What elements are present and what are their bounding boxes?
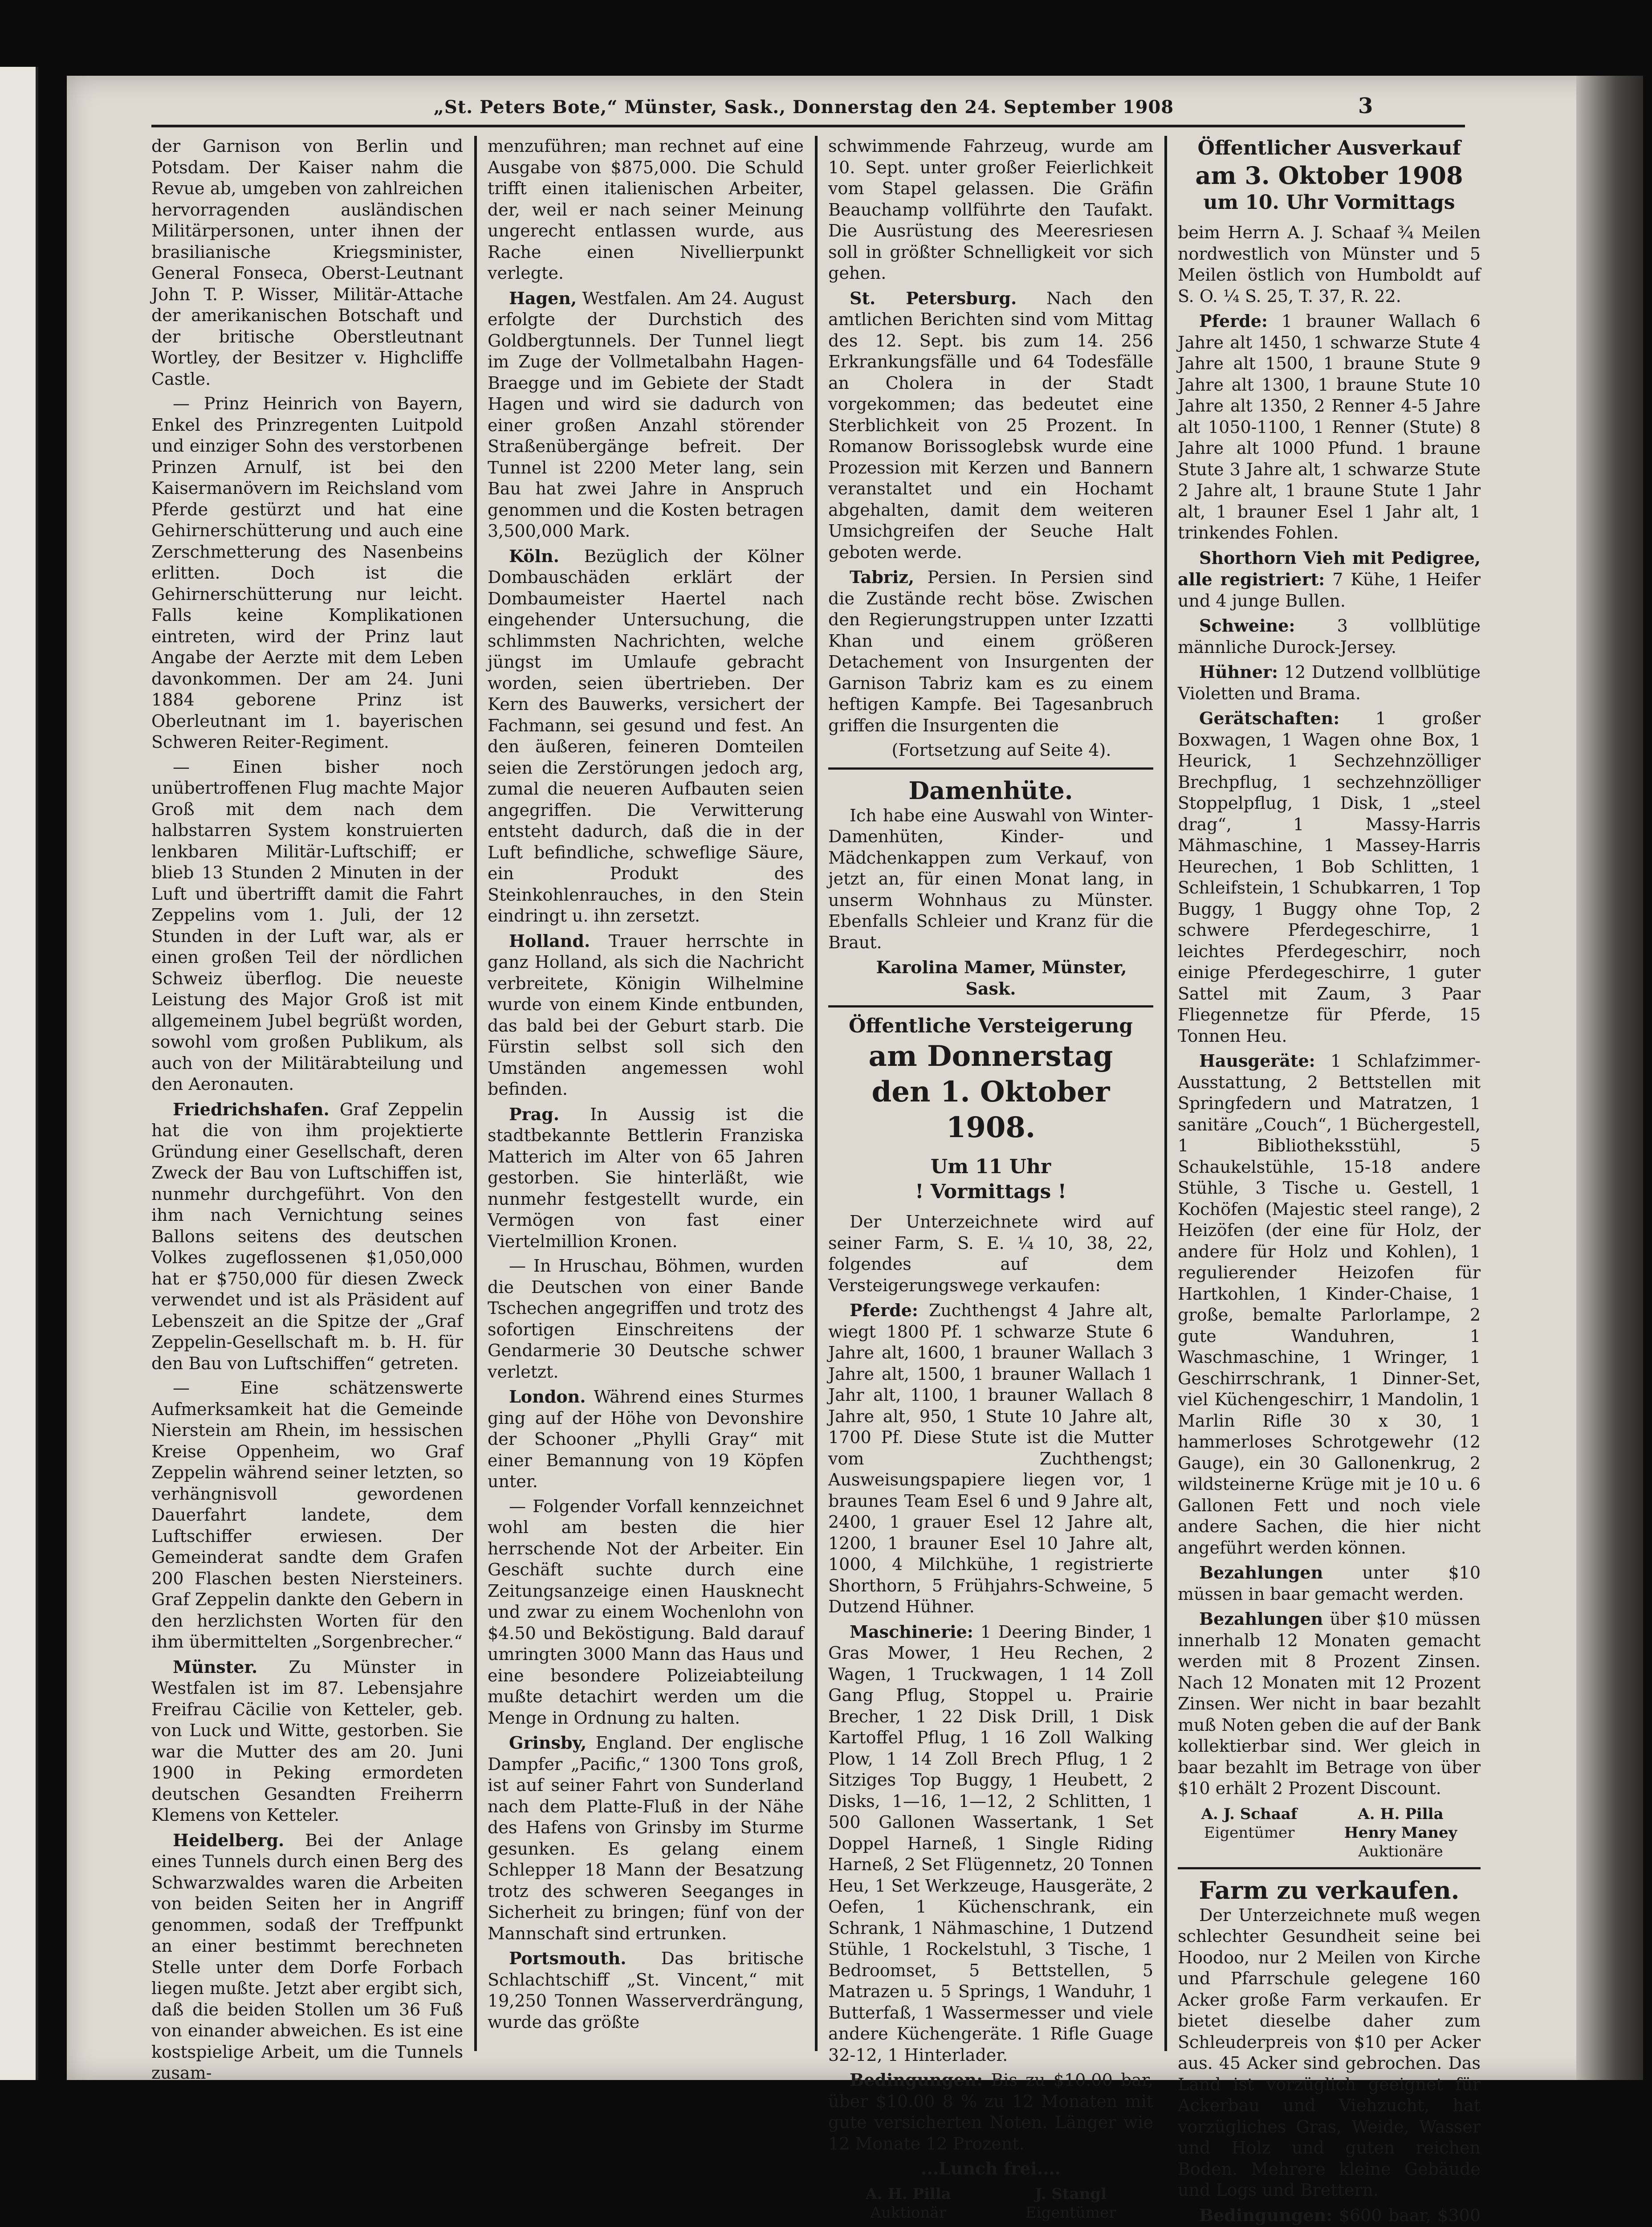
article-paragraph: Bezüglich der Kölner Dombauschäden erklärt der Dombaumeister Haertel nach eingehender Untersuchung, die schlimmsten Nachrichten, welche jüngst im Umlaufe gebracht worden, seien übertrieben. Der Kern des Bauwerks, versichert der Fachmann, sei gesund und fest. An den äußeren, feineren Domteilen seien die Zerstörungen jedoch arg, zumal die neueren Aufbauten seien angegriffen. Die Verwitterung entsteht dadurch, daß die in der Luft befindliche, schweflige Säure, ein Produkt des Steinkohlenrauches, in den Stein eindringt u. ihn zersetzt. (488, 547, 804, 926)
article-paragraph: England. Der englische Dampfer „Pacific,“ 1300 Tons groß, ist auf seiner Fahrt von Sunderland nach dem Platte-Fluß in der Nähe des Hafens von Grinsby im Sturme gesunken. Es gelang einem Schlepper 18 Mann der Besatzung trotz des schweren Seeganges in Sicherheit zu bringen; fünf von der Mannschaft sind ertrunken. (488, 1733, 804, 1943)
article-paragraph: In Aussig ist die stadtbekannte Bettlerin Franziska Matterich im Alter von 65 Jahren gestorben. Sie hinterläßt, wie nunmehr festgestellt wurde, ein Vermögen von fast einer Viertelmillion Kronen. (488, 1105, 804, 1251)
article-paragraph: Das britische Schlachtschiff „St. Vincent,“ mit 19,250 Tonnen Wasserverdrängung, wurde das größte (488, 1949, 804, 2032)
signature-row (828, 2185, 1153, 2222)
dateline: Holland. (509, 931, 590, 951)
dateline: Münster. (173, 1657, 257, 1677)
lunch-note: ...Lunch frei.... (828, 2158, 1153, 2179)
previous-page-edge (0, 67, 38, 2080)
page-number: 3 (1358, 94, 1373, 118)
item-label: Shorthorn Vieh mit Pedigree, alle registriert: (1178, 548, 1481, 590)
column-4 (1178, 136, 1481, 2051)
signature-name: A. H. Pilla (866, 2185, 951, 2203)
ad-signature: Karolina Mamer, Münster, Sask. (828, 957, 1153, 999)
dateline: Köln. (509, 546, 559, 566)
article-paragraph: Zu Münster in Westfalen ist im 87. Lebensjahre Freifrau Cäcilie von Ketteler, geb. von Luck und Witte, gestorben. Sie war die Mutter des am 20. Juni 1900 in Peking ermordeten deutschen Gesandten Freiherrn Klemens von Ketteler. (151, 1657, 463, 1825)
auction-date: den 1. Oktober (828, 1074, 1153, 1110)
article-paragraph: — Prinz Heinrich von Bayern, Enkel des Prinzregenten Luitpold und einziger Sohn des verstorbenen Prinzen Arnulf, ist bei den Kaisermanövern im Reichsland vom Pferde gestürzt und hat eine Gehirnerschütterung und auch eine Zerschmetterung des Nasenbeins erlitten. Doch ist die Gehirnerschütterung nur leicht. Falls keine Komplikationen eintreten, wird der Prinz laut Angabe der Aerzte mit dem Leben davonkommen. Der am 24. Juni 1884 geborene Prinz ist Oberleutnant im 1. bayerischen Schweren Reiter-Regiment. (151, 393, 463, 753)
article-paragraph: der Garnison von Berlin und Potsdam. Der Kaiser nahm die Revue ab, umgeben von zahlreichen hervorragenden ausländischen Militärpersonen, unter ihnen der brasilianische Kriegsminister, General Fonseca, Oberst-Leutnant John T. P. Wisser, Militär-Attache der amerikanischen Botschaft und der britische Oberstleutnant Wortley, der Besitzer v. Highcliffe Castle. (151, 136, 463, 390)
article-paragraph: Westfalen. Am 24. August erfolgte der Durchstich des Goldbergtunnels. Der Tunnel liegt im Zuge der Vollmetalbahn Hagen-Braegge und im Gebiete der Stadt Hagen und wird sie dadurch von einer großen Anzahl störender Straßenübergänge befreit. Der Tunnel ist 2200 Meter lang, sein Bau hat zwei Jahre in Anspruch genommen und die Kosten betragen 3,500,000 Mark. (488, 289, 804, 541)
article-paragraph: Trauer herrschte in ganz Holland, als sich die Nachricht verbreitete, Königin Wilhelmine wurde von einem Kinde entbunden, das bald bei der Geburt starb. Die Fürstin selbst soll sich den Umständen angemessen wohl befinden. (488, 931, 804, 1099)
column-rule (815, 136, 818, 2051)
item-label: Bezahlungen (1199, 1609, 1323, 1629)
signature-role: Eigentümer (1204, 1824, 1295, 1842)
continued-note: (Fortsetzung auf Seite 4). (828, 740, 1153, 761)
ad-text: unter $10 müssen in baar gemacht werden. (1178, 1563, 1481, 1604)
dateline: Prag. (509, 1104, 559, 1124)
item-label: Schweine: (1199, 616, 1295, 636)
dateline: Hagen, (509, 288, 577, 308)
column-1 (151, 136, 463, 2051)
auction-time-note: ! Vormittags ! (828, 1179, 1153, 1204)
signature-role: Auktionär (870, 2204, 946, 2222)
signature-row (1178, 1805, 1481, 1861)
ad-text: Zuchthengst 4 Jahre alt, wiegt 1800 Pf. 1 schwarze Stute 6 Jahre alt, 1600, 1 brauner Wallach 3 Jahre alt, 1500, 1 brauner Wallach 1 Jahr alt, 1100, 1 brauner Wallach 8 Jahre alt, 950, 1 Stute 10 Jahre alt, 1700 Pf. Diese Stute ist die Mutter vom Zuchthengst; Ausweisungspapiere liegen vor, 1 braunes Team Esel 6 und 9 Jahre alt, 2400, 1 grauer Esel 12 Jahre alt, 1200, 1 brauner Esel 10 Jahre alt, 1000, 4 Milchkühe, 1 registrierte Shorthorn, 5 Frühjahrs-Schweine, 5 Dutzend Hühner. (828, 1301, 1153, 1616)
ad-text: 1 brauner Wallach 6 Jahre alt 1450, 1 schwarze Stute 4 Jahre alt 1500, 1 braune Stute 9 Jahre alt 1300, 1 braune Stute 10 Jahre alt 1350, 2 Renner 4-5 Jahre alt 1050-1100, 1 Renner (Stute) 8 Jahre alt 1000 Pfund. 1 braune Stute 3 Jahre alt, 1 schwarze Stute 2 Jahre alt, 1 braune Stute 1 Jahr alt, 1 brauner Esel 1 Jahr alt, 1 trinkendes Fohlen. (1178, 311, 1481, 542)
item-label: Hühner: (1199, 662, 1278, 682)
section-rule (828, 1005, 1153, 1007)
article-paragraph: Nach den amtlichen Berichten sind vom Mittag des 12. Sept. bis zum 14. 256 Erkrankungsfälle und 64 Todesfälle an Cholera in der Stadt vorgekommen; das bedeutet eine Sterblichkeit von 25 Prozent. In Romanow Borissoglebsk wurde eine Prozession mit Kerzen und Bannern veranstaltet und ein Hochamt abgehalten, damit dem weiteren Umsichgreifen der Seuche Halt geboten werde. (828, 289, 1153, 562)
article-paragraph: schwimmende Fahrzeug, wurde am 10. Sept. unter großer Feierlichkeit vom Stapel gelassen. Die Gräfin Beauchamp vollführte den Taufakt. Die Ausrüstung des Meeresriesen soll in größter Schnelligkeit vor sich gehen. (828, 136, 1153, 284)
dateline: Friedrichshafen. (173, 1099, 330, 1119)
ad-text: 7 Kühe, 1 Heifer und 4 junge Bullen. (1178, 570, 1481, 611)
ad-text: beim Herrn A. J. Schaaf ¾ Meilen nordwestlich von Münster und 5 Meilen östlich von Humboldt auf S. O. ¼ S. 25, T. 37, R. 22. (1178, 222, 1481, 307)
item-label: Bezahlungen (1199, 1562, 1323, 1583)
article-paragraph: Graf Zeppelin hat die von ihm projektierte Gründung einer Gesellschaft, deren Zweck der Bau von Luftschiffen ist, nunmehr durchgeführt. Von den ihm nach Vernichtung seines Ballons seitens des deutschen Volkes zugeflossenen $1,050,000 hat er $750,000 für diesen Zweck verwendet und ist als Präsident auf Lebenszeit an die Spitze der „Graf Zeppelin-Gesellschaft m. b. H. für den Bau von Luftschiffen“ getreten. (151, 1100, 463, 1373)
header-rule (151, 125, 1465, 127)
ad-text: über $10 müssen innerhalb 12 Monaten gemacht werden mit 8 Prozent Zinsen. Nach 12 Monaten mit 12 Prozent Zinsen. Wer nicht in baar bezahlt muß Noten geben die auf der Bank kollektierbar sind. Wer gleich in baar bezahlt im Betrage von über $10 erhält 2 Prozent Discount. (1178, 1609, 1481, 1798)
article-paragraph: Bei der Anlage eines Tunnels durch einen Berg des Schwarzwaldes waren die Arbeiten von beiden Seiten her in Angriff genommen, sodaß der Treffpunkt an einer bestimmt berechneten Stelle unter dem Dorfe Forbach liegen mußte. Jetzt aber ergibt sich, daß die beiden Stollen um 36 Fuß von einander abweichen. Es ist eine kostspielige Arbeit, um die Tunnels zusam- (151, 1831, 463, 2083)
column-2 (488, 136, 804, 2051)
signature-name: Henry Maney (1344, 1823, 1457, 1842)
ad-text: Bis zu $10.00 bar, über $10.00 8 % zu 12 Monaten mit gute versicherten Noten. Länger wie 12 Monate 12 Prozent. (828, 2070, 1153, 2154)
auction-year: 1908. (828, 1110, 1153, 1146)
ad-text: Der Unterzeichnete wird auf seiner Farm, S. E. ¼ 10, 38, 22, folgendes auf dem Versteigerungswege verkaufen: (828, 1211, 1153, 1296)
dateline: St. Petersburg. (850, 288, 1017, 308)
item-label: Bedingungen: (1199, 2205, 1332, 2225)
farm-title: Farm zu verkaufen. (1178, 1876, 1481, 1905)
article-paragraph: menzuführen; man rechnet auf eine Ausgabe von $875,000. Die Schuld trifft einen italienischen Arbeiter, der, weil er nach seiner Meinung ungerecht entlassen wurde, aus Rache einen Nivellierpunkt verlegte. (488, 136, 804, 284)
column-rule (1164, 136, 1167, 2051)
dateline: Portsmouth. (509, 1948, 626, 1968)
dateline: Tabriz, (850, 567, 914, 587)
ad-text: 12 Dutzend vollblütige Violetten und Brama. (1178, 662, 1481, 703)
article-paragraph: — Eine schätzenswerte Aufmerksamkeit hat die Gemeinde Nierstein am Rhein, im hessischen Kreise Oppenheim, wo Graf Zeppelin während seiner letzten, so verhängnisvoll gewordenen Dauerfahrt landete, dem Luftschiffer erwiesen. Der Gemeinderat sandte dem Grafen 200 Flaschen besten Niersteiners. Graf Zeppelin dankte den Gebern in den herzlichsten Worten für den ihm übermittelten „Sorgenbrecher.“ (151, 1378, 463, 1653)
article-paragraph: Während eines Sturmes ging auf der Höhe von Devonshire der Schooner „Phylli Gray“ mit einer Bemannung von 19 Köpfen unter. (488, 1387, 804, 1491)
item-label: Pferde: (1199, 311, 1268, 331)
auction-day: am Donnerstag (828, 1039, 1153, 1074)
ad-text: 1 Deering Binder, 1 Gras Mower, 1 Heu Rechen, 2 Wagen, 1 Truckwagen, 1 14 Zoll Gang Pflug, Stoppel u. Prairie Brecher, 1 22 Disk Drill, 1 Disk Kartoffel Pflug, 1 16 Zoll Walking Plow, 1 14 Zoll Brech Pflug, 1 2 Sitziges Top Buggy, 1 Heubett, 2 Disks, 1—16, 1—12, 2 Schlitten, 1 500 Gallonen Wassertank, 1 Set Doppel Harneß, 1 Single Riding Harneß, 2 Set Flügennetz, 20 Tonnen Heu, 1 Set Werkzeuge, Hausgeräte, 2 Oefen, 1 Küchenschrank, ein Schrank, 1 Nähmaschine, 1 Dutzend Stühle, 1 Rockelstuhl, 3 Tische, 1 Bedroomset, 5 Bettstellen, 5 Matrazen u. 5 Springs, 1 Wanduhr, 1 Butterfaß, 1 Wassermesser und viele andere Küchengeräte. 1 Rifle Guage 32-12, 1 Hinterlader. (828, 1622, 1153, 2065)
signature-role: Auktionäre (1358, 1843, 1443, 1860)
section-rule (828, 767, 1153, 770)
article-paragraph: — Einen bisher noch unübertroffenen Flug machte Major Groß mit dem nach dem halbstarren System konstruierten lenkbaren Militär-Luftschiff; er blieb 13 Stunden 2 Minuten in der Luft und übertrifft damit die Fahrt Zeppelins vom 1. Juli, der 12 Stunden in der Luft war, als er einen großen Teil der nördlichen Schweiz überflog. Die neueste Leistung des Major Groß ist mit allgemeinem Jubel begrüßt worden, sowohl vom großen Publikum, als auch von der Militärabteilung und den Aeronauten. (151, 757, 463, 1095)
newspaper-page (67, 76, 1643, 2080)
sale-title: Öffentlicher Ausverkauf (1178, 136, 1481, 161)
signature-name: A. H. Pilla (1344, 1805, 1457, 1823)
ad-text: 1 Schlafzimmer-Ausstattung, 2 Bettstellen mit Springfedern und Matratzen, 1 sanitäre „Couch“, 1 Büchergestell, 1 Bibliotheksstühl, 5 Schaukelstühle, 15-18 andere Stühle, 3 Tische u. Gestell, 1 Kochöfen (Majestic steel range), 2 Heizöfen (der eine für Holz, der andere für Holz und Kohlen), 1 regulierender Heizofen für Hartkohlen, 1 Kinder-Chaise, 1 große, bemalte Parlorlampe, 2 gute Wanduhren, 1 Waschmaschine, 1 Wringer, 1 Geschirrschrank, 1 Dinner-Set, viel Küchengeschirr, 1 Mandolin, 1 Marlin Rifle 30 x 30, 1 hammerloses Schrotgewehr (12 Gauge), ein 30 Gallonenkrug, 2 wildsteinerne Krüge mit je 10 u. 6 Gallonen Fett und noch viele andere Sachen, die hier nicht angeführt werden können. (1178, 1051, 1481, 1558)
item-label: Gerätschaften: (1199, 708, 1339, 728)
item-label: Maschinerie: (850, 1622, 973, 1642)
sale-date: am 3. Oktober 1908 (1178, 161, 1481, 190)
item-label: Pferde: (850, 1300, 918, 1320)
item-label: Hausgeräte: (1199, 1051, 1315, 1071)
column-3 (828, 136, 1153, 2051)
article-paragraph: — Folgender Vorfall kennzeichnet wohl am besten die hier herrschende Not der Arbeiter. Ein Geschäft suchte durch eine Zeitungsanzeige einen Hausknecht und zwar zu einem Wochenlohn von $4.50 und Beköstigung. Bald darauf umringten 3000 Mann das Haus und eine besondere Polizeiabteilung mußte detachirt werden um die Menge in Ordnung zu halten. (488, 1496, 804, 1729)
ad-text: 1 großer Boxwagen, 1 Wagen ohne Box, 1 Heurick, 1 Sechzehnzölliger Brechpflug, 1 sechzehnzölliger Stoppelpflug, 1 Disk, 1 „steel drag“, 1 Massy-Harris Mähmaschine, 1 Massey-Harris Heurechen, 1 Bob Schlitten, 1 Schleifstein, 1 Schubkarren, 1 Top Buggy, 1 Buggy ohne Top, 2 schwere Pferdegeschirre, 1 leichtes Pferdegeschirr, noch einige Pferdegeschirre, 1 guter Sattel mit Zaum, 3 Paar Fliegennetze für Pferde, 15 Tonnen Heu. (1178, 709, 1481, 1046)
page-shadow-edge (1576, 76, 1643, 2080)
column-rule (474, 136, 477, 2051)
auction-time: Um 11 Uhr (828, 1154, 1153, 1179)
signature-role: Eigentümer (1025, 2204, 1116, 2222)
signature-name: A. J. Schaaf (1201, 1805, 1298, 1823)
ad-text: $600 baar, $300 (1178, 2206, 1481, 2227)
article-paragraph: — In Hruschau, Böhmen, wurden die Deutschen von einer Bande Tschechen angegriffen und trotz des sofortigen Einschreitens der Gendarmerie 30 Deutsche schwer verletzt. (488, 1256, 804, 1383)
ad-text: Der Unterzeichnete muß wegen schlechter Gesundheit seine bei Hoodoo, nur 2 Meilen von Kirche und Pfarrschule gelegene 160 Acker große Farm verkaufen. Er bietet dieselbe daher zum Schleuderpreis von $10 per Acker aus. 45 Acker sind gebrochen. Das Land ist vorzüglich geeignet für Ackerbau und Viehzucht, hat vorzügliches Gras, Weide, Wasser und Holz und guten reichen Boden. Mehrere kleine Gebäude und Logs und Brettern. (1178, 1905, 1481, 2201)
dateline: Heidelberg. (173, 1830, 284, 1850)
dateline: Grinsby, (509, 1733, 586, 1753)
auction-title: Öffentliche Versteigerung (828, 1014, 1153, 1039)
ad-title-hats: Damenhüte. (828, 776, 1153, 805)
sale-time: um 10. Uhr Vormittags (1178, 190, 1481, 215)
signature-name: J. Stangl (1025, 2185, 1116, 2203)
masthead: „St. Peters Bote,“ Münster, Sask., Donnerstag den 24. September 1908 (151, 94, 1456, 120)
ad-text: 3 vollblütige männliche Durock-Jersey. (1178, 616, 1481, 657)
article-paragraph: Persien. In Persien sind die Zustände recht böse. Zwischen den Regierungstruppen unter Izzatti Khan und einem größeren Detachement von Insurgenten der Garnison Tabriz kam es zu einem heftigen Kampfe. Bei Tagesanbruch griffen die Insurgenten die (828, 567, 1153, 735)
section-rule (1178, 1867, 1481, 1869)
ad-text: Ich habe eine Auswahl von Winter-Damenhüten, Kinder- und Mädchenkappen zum Verkauf, von jetzt an, für einen Monat lang, in unserm Wohnhaus zu Münster. Ebenfalls Schleier und Kranz für die Braut. (828, 805, 1153, 954)
item-label: Bedingungen: (850, 2070, 983, 2090)
dateline: London. (509, 1387, 586, 1407)
